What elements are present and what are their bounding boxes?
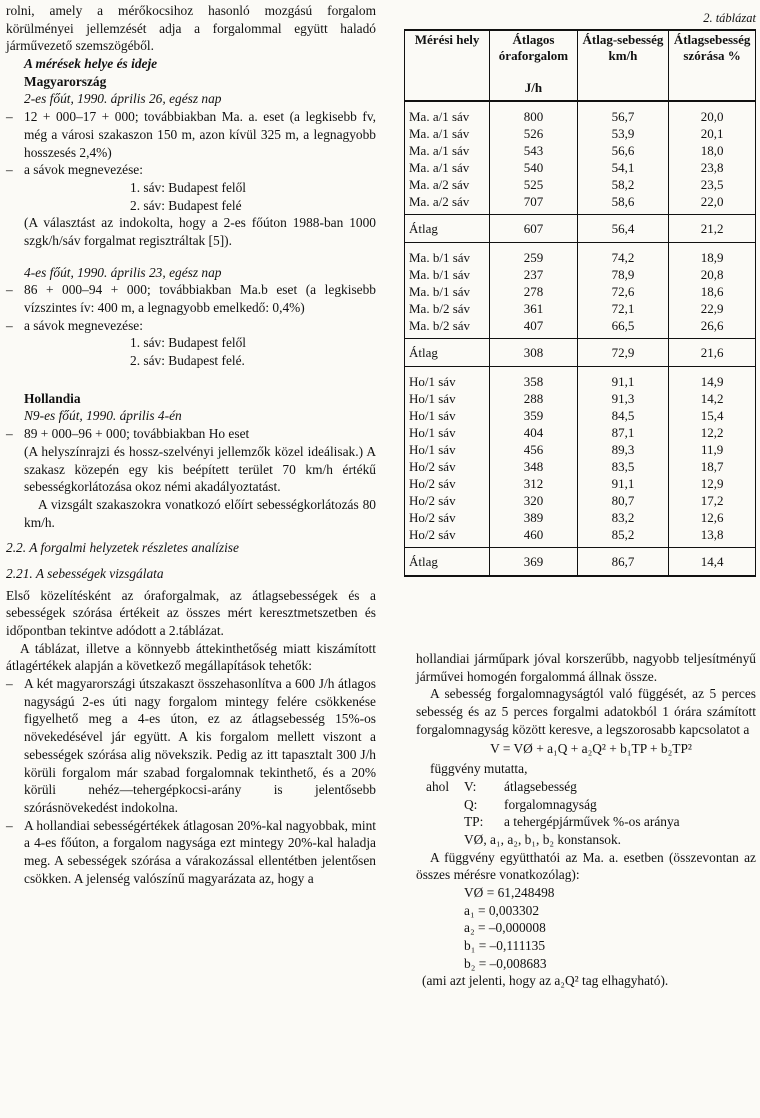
hu-road2-item2: – a sávok megnevezése: xyxy=(6,317,376,335)
table-cell: 540 xyxy=(490,159,578,176)
hu-road2-lane2: 2. sáv: Budapest felé. xyxy=(130,353,245,369)
header-hourly-volume xyxy=(490,30,578,101)
table-cell: 74,2 xyxy=(577,242,668,266)
table-row xyxy=(405,458,756,475)
var-symbol: TP: xyxy=(464,814,484,830)
para-holland-fleet: hollandiai járműpark jóval korszerűbb, nagyobb teljesítményű járművei homogén forgalommá állnak össze. xyxy=(416,651,756,684)
header-speed-dev: Átlagsebesség szórása % xyxy=(669,30,756,101)
table-cell: 707 xyxy=(490,193,578,215)
constants-line: VØ, a₁, a₂, b₁, b₂ konstansok. xyxy=(464,831,622,847)
table-cell: 72,6 xyxy=(577,283,668,300)
var-symbol: Q: xyxy=(464,796,478,812)
table-cell: 20,0 xyxy=(669,101,756,125)
table-cell: 23,8 xyxy=(669,159,756,176)
table-cell: 312 xyxy=(490,475,578,492)
table-row xyxy=(405,492,756,509)
table-cell: 12,2 xyxy=(669,424,756,441)
header-unit: J/h xyxy=(524,79,543,95)
table-row xyxy=(405,300,756,317)
table-cell: Ho/1 sáv xyxy=(405,407,490,424)
section-2-2: 2.2. A forgalmi helyzetek részletes analízise xyxy=(6,540,239,556)
hu-country: Magyarország xyxy=(24,73,107,89)
final-note: (ami azt jelenti, hogy az a₂Q² tag elhagyható). xyxy=(422,973,669,989)
para-coefficients: A függvény együtthatói az Ma. a. esetben (összevontan az összes mérésre vonatkozólag): xyxy=(416,849,756,883)
table-cell: Ma. a/1 sáv xyxy=(405,142,490,159)
table-cell: 14,9 xyxy=(669,366,756,390)
left-column xyxy=(6,2,376,887)
table-cell: 26,6 xyxy=(669,317,756,339)
table-title: 2. táblázat xyxy=(703,11,756,25)
table-cell: 21,2 xyxy=(669,214,756,242)
para-function: függvény mutatta, xyxy=(430,761,528,777)
header-hourly-volume-label: Átlagos óraforgalom xyxy=(498,31,569,63)
table-cell: Ma. a/1 sáv xyxy=(405,159,490,176)
table-cell: 84,5 xyxy=(577,407,668,424)
table-cell: 56,7 xyxy=(577,101,668,125)
table-row xyxy=(405,176,756,193)
table-cell: 56,4 xyxy=(577,214,668,242)
table-cell: 18,0 xyxy=(669,142,756,159)
table-cell: 389 xyxy=(490,509,578,526)
right-lower-column xyxy=(416,650,756,990)
table-cell: 14,2 xyxy=(669,390,756,407)
table-cell: 89,3 xyxy=(577,441,668,458)
para-first-approx: Első közelítésként az óraforgalmak, az átlagsebességek és a sebességek szórása értékeit az összes mért keresztmetszetben és időpontban tekintve adódott a 2.táblázat. xyxy=(6,587,376,638)
table-cell: 237 xyxy=(490,266,578,283)
variable-list xyxy=(426,778,756,849)
table-cell: Ho/1 sáv xyxy=(405,441,490,458)
hu-road1-lane2: 2. sáv: Budapest felé xyxy=(130,197,242,213)
table-cell: Ho/1 sáv xyxy=(405,424,490,441)
intro-text: rolni, amely a mérőkocsihoz hasonló mozgású forgalom körülményei jellemzését adja a forgalommal együtt haladó járművezető szemszögéből. xyxy=(6,3,376,54)
table-cell: 278 xyxy=(490,283,578,300)
header-avg-speed: Átlag-sebesség km/h xyxy=(577,30,668,101)
section-heading: A mérések helye és ideje xyxy=(24,56,158,72)
table-cell: 58,2 xyxy=(577,176,668,193)
table-cell: 21,6 xyxy=(669,338,756,366)
variable-row xyxy=(426,778,756,796)
table-cell: Ho/1 sáv xyxy=(405,390,490,407)
nl-item1: – 89 + 000–96 + 000; továbbiakban Ho eset xyxy=(6,425,376,443)
table-cell: 361 xyxy=(490,300,578,317)
table-cell: 86,7 xyxy=(577,547,668,576)
table-cell: 359 xyxy=(490,407,578,424)
header-location: Mérési hely xyxy=(405,30,490,101)
table-cell: 83,5 xyxy=(577,458,668,475)
table-cell: 91,1 xyxy=(577,366,668,390)
bullet-holland: – A hollandiai sebességértékek átlagosan 20%-kal nagyobbak, mint a 4-es főúton, a forgalom nagysága ezt mintegy 20%-kal haladja meg. A sebességek szórása a várakozással ellentétben jelentősen csökken. A jelenség valószínű magyarázata az, hogy a xyxy=(6,817,376,888)
table-cell: Átlag xyxy=(405,338,490,366)
coefficient: b₂ = –0,008683 xyxy=(464,955,547,971)
para-dependence: A sebesség forgalomnagyságtól való függését, az 5 perces sebesség és az 5 perces forgalmi adatokból 1 órára számított forgalomnagyság között keresve, a legszorosabb kapcsolatot a xyxy=(416,686,756,737)
table-header-row xyxy=(405,30,756,101)
coefficient: VØ = 61,248498 xyxy=(464,884,555,900)
coefficient: a₂ = –0,000008 xyxy=(464,920,546,936)
table-cell: 20,8 xyxy=(669,266,756,283)
hu-road2-heading: 4-es főút, 1990. április 23, egész nap xyxy=(24,264,222,280)
nl-limit: A vizsgált szakaszokra vonatkozó előírt sebességkorlátozás 80 km/h. xyxy=(24,496,376,530)
table-cell: 12,9 xyxy=(669,475,756,492)
coefficient: b₁ = –0,111135 xyxy=(464,938,546,953)
hu-road1-heading: 2-es főút, 1990. április 26, egész nap xyxy=(24,91,222,107)
table-cell: 20,1 xyxy=(669,125,756,142)
table-cell: 543 xyxy=(490,142,578,159)
table-cell: 308 xyxy=(490,338,578,366)
nl-road-heading: N9-es főút, 1990. április 4-én xyxy=(24,408,182,424)
table-row xyxy=(405,526,756,548)
table-cell: 72,9 xyxy=(577,338,668,366)
table-row xyxy=(405,266,756,283)
table-cell: Ma. b/2 sáv xyxy=(405,300,490,317)
table-cell: Ho/2 sáv xyxy=(405,458,490,475)
table-column xyxy=(404,10,756,577)
var-symbol: V: xyxy=(464,778,477,794)
table-row xyxy=(405,101,756,125)
table-cell: 288 xyxy=(490,390,578,407)
table-cell: 80,7 xyxy=(577,492,668,509)
table-cell: 369 xyxy=(490,547,578,576)
table-cell: Ho/2 sáv xyxy=(405,492,490,509)
table-cell: 404 xyxy=(490,424,578,441)
table-cell: Ma. a/2 sáv xyxy=(405,193,490,215)
table-cell: Ho/1 sáv xyxy=(405,366,490,390)
hu-road1-item2: – a sávok megnevezése: xyxy=(6,161,376,179)
hu-road1-lane1: 1. sáv: Budapest felől xyxy=(130,179,247,195)
table-cell: 13,8 xyxy=(669,526,756,548)
table-cell: 460 xyxy=(490,526,578,548)
var-desc: átlagsebesség xyxy=(504,778,577,794)
table-row xyxy=(405,142,756,159)
hu-road1-item1: – 12 + 000–17 + 000; továbbiakban Ma. a. eset (a legkisebb fv, még a városi szakaszon 150 m, azon kívül 325 m, a legnagyobb hosszesés 2,4%) xyxy=(6,108,376,161)
table-cell: 17,2 xyxy=(669,492,756,509)
data-table xyxy=(404,29,756,577)
table-cell: Ma. a/2 sáv xyxy=(405,176,490,193)
table-cell: 12,6 xyxy=(669,509,756,526)
table-cell: 18,9 xyxy=(669,242,756,266)
table-average-row xyxy=(405,214,756,242)
table-row xyxy=(405,475,756,492)
table-cell: Ma. a/1 sáv xyxy=(405,125,490,142)
table-cell: 87,1 xyxy=(577,424,668,441)
ahol-label: ahol xyxy=(426,778,450,794)
table-cell: 456 xyxy=(490,441,578,458)
table-cell: 18,6 xyxy=(669,283,756,300)
coefficient: a₁ = 0,003302 xyxy=(464,902,540,918)
table-average-row xyxy=(405,338,756,366)
nl-country: Hollandia xyxy=(24,390,81,406)
hu-road1-note: (A választást az indokolta, hogy a 2-es főúton 1988-ban 1000 szgk/h/sáv forgalmat regisztráltak [5]). xyxy=(24,215,376,248)
table-row xyxy=(405,407,756,424)
table-cell: 54,1 xyxy=(577,159,668,176)
variable-row xyxy=(426,796,756,814)
table-cell: 525 xyxy=(490,176,578,193)
equation: V = VØ + a₁Q + a₂Q² + b₁TP + b₂TP² xyxy=(490,741,692,757)
table-cell: 607 xyxy=(490,214,578,242)
table-cell: 53,9 xyxy=(577,125,668,142)
table-cell: 72,1 xyxy=(577,300,668,317)
var-desc: a tehergépjárművek %-os aránya xyxy=(504,814,680,830)
table-cell: 58,6 xyxy=(577,193,668,215)
table-cell: 15,4 xyxy=(669,407,756,424)
table-row xyxy=(405,441,756,458)
section-2-21: 2.21. A sebességek vizsgálata xyxy=(6,565,164,581)
table-cell: Ma. b/1 sáv xyxy=(405,266,490,283)
table-cell: Ma. b/1 sáv xyxy=(405,242,490,266)
table-cell: 78,9 xyxy=(577,266,668,283)
table-cell: Ma. a/1 sáv xyxy=(405,101,490,125)
table-cell: 800 xyxy=(490,101,578,125)
table-cell: 91,3 xyxy=(577,390,668,407)
table-cell: Ma. b/1 sáv xyxy=(405,283,490,300)
table-cell: Átlag xyxy=(405,214,490,242)
table-cell: 358 xyxy=(490,366,578,390)
table-row xyxy=(405,193,756,215)
table-cell: Ho/2 sáv xyxy=(405,475,490,492)
table-cell: 11,9 xyxy=(669,441,756,458)
table-row xyxy=(405,390,756,407)
table-cell: 22,9 xyxy=(669,300,756,317)
table-cell: 85,2 xyxy=(577,526,668,548)
table-cell: Ho/2 sáv xyxy=(405,509,490,526)
variable-row xyxy=(426,813,756,831)
table-cell: 22,0 xyxy=(669,193,756,215)
table-cell: Átlag xyxy=(405,547,490,576)
table-cell: 320 xyxy=(490,492,578,509)
table-row xyxy=(405,366,756,390)
table-cell: 348 xyxy=(490,458,578,475)
table-body xyxy=(405,101,756,576)
table-cell: 83,2 xyxy=(577,509,668,526)
table-row xyxy=(405,159,756,176)
table-cell: 66,5 xyxy=(577,317,668,339)
hu-road2-item1: – 86 + 000–94 + 000; továbbiakban Ma.b eset (a legkisebb vízszintes ív: 400 m, a legnagyobb emelkedő: 0,4%) xyxy=(6,281,376,316)
table-cell: 18,7 xyxy=(669,458,756,475)
bullet-hungary: – A két magyarországi útszakaszt összehasonlítva a 600 J/h átlagos nagyságú 2-es úti nagy forgalom mintegy felére csökkenése figyelhető meg a 4-es úton, ez az átlagsebesség 15%-os növekedésével jár együtt. A kis forgalom mellett viszont a sebességek szórása alig növekszik. Pedig az itt tapasztalt 300 J/h körüli forgalom már szabad forgalomnak tekinthető, és a 20% körüli nehéz—tehergépkocsi-arány is jelentősebb szórásnövekedést indokolna. xyxy=(6,675,376,817)
table-cell: 259 xyxy=(490,242,578,266)
table-cell: Ho/2 sáv xyxy=(405,526,490,548)
nl-note: (A helyszínrajzi és hossz-szelvényi jellemzők közel ideálisak.) A szakasz közepén egy kis beépített terület 70 km/h értékű sebességkorlátozása okoz némi akadályoztatást. xyxy=(24,443,376,495)
table-row xyxy=(405,509,756,526)
var-desc: forgalomnagyság xyxy=(504,796,597,812)
table-cell: 526 xyxy=(490,125,578,142)
table-row xyxy=(405,125,756,142)
table-cell: Ma. b/2 sáv xyxy=(405,317,490,339)
table-cell: 14,4 xyxy=(669,547,756,576)
table-average-row xyxy=(405,547,756,576)
table-cell: 56,6 xyxy=(577,142,668,159)
table-cell: 91,1 xyxy=(577,475,668,492)
table-row xyxy=(405,317,756,339)
variable-row xyxy=(426,831,756,849)
table-cell: 23,5 xyxy=(669,176,756,193)
table-row xyxy=(405,424,756,441)
table-row xyxy=(405,242,756,266)
hu-road2-lane1: 1. sáv: Budapest felől xyxy=(130,335,247,351)
table-cell: 407 xyxy=(490,317,578,339)
table-row xyxy=(405,283,756,300)
coefficient-list xyxy=(464,884,756,972)
para-table-note: A táblázat, illetve a könnyebb áttekinthetőség miatt kiszámított átlagértékek alapján a következő megállapítások tehetők: xyxy=(6,640,376,674)
